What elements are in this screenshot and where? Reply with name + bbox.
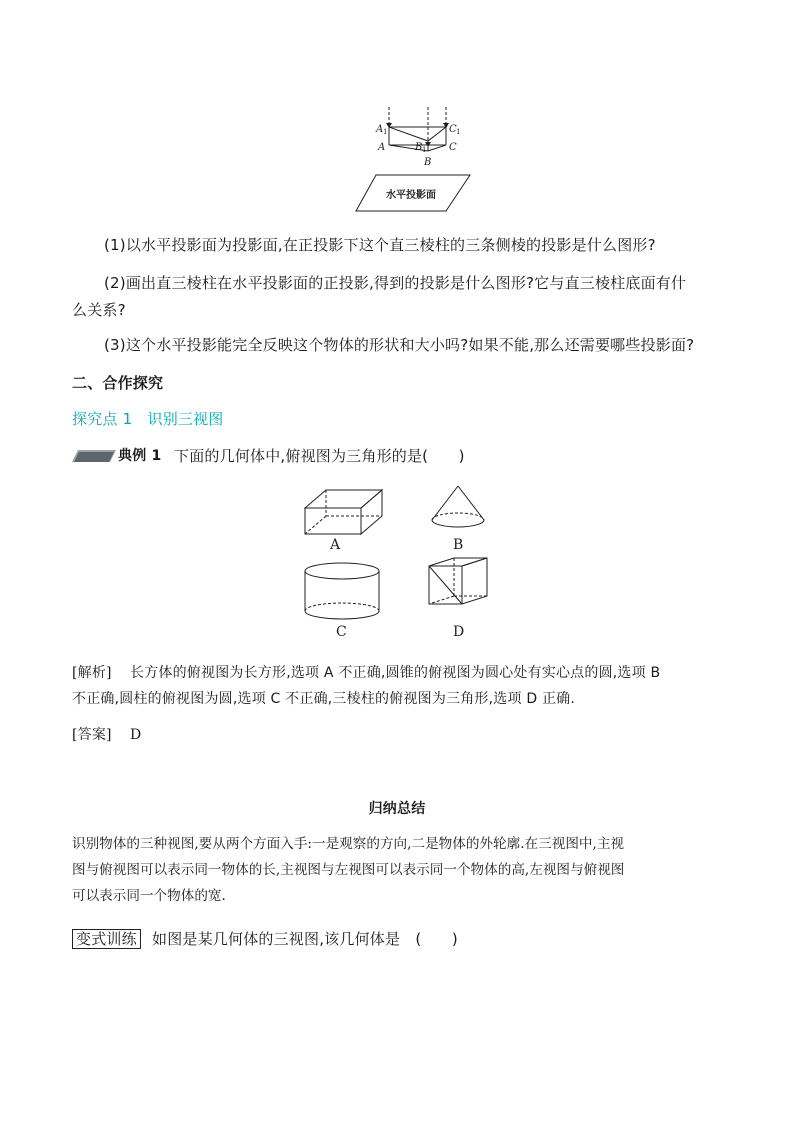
prism-projection-figure <box>350 105 480 217</box>
example-tag-marker-icon <box>72 449 116 463</box>
analysis-tag: [解析] <box>72 665 112 681</box>
label-a1: A <box>376 124 384 135</box>
label-a: A <box>378 142 386 153</box>
question-2-line-2: 么关系? <box>72 301 126 319</box>
label-c1: C <box>449 124 457 135</box>
solid-label-d: D <box>453 624 465 640</box>
variant-tag-label: 变式训练 <box>72 929 141 949</box>
label-c1-sub: 1 <box>456 128 461 136</box>
section-title: 二、合作探究 <box>72 374 164 392</box>
label-b: B <box>424 157 432 168</box>
analysis-line-2: 不正确,圆柱的俯视图为圆,选项 C 不正确,三棱柱的俯视图为三角形,选项 D 正确. <box>72 691 576 707</box>
question-2-line-1: (2)画出直三棱柱在水平投影面的正投影,得到的投影是什么图形?它与直三棱柱底面有什 <box>104 274 687 292</box>
label-c: C <box>449 142 457 153</box>
example-question: 下面的几何体中,俯视图为三角形的是( ) <box>174 447 465 465</box>
label-b1: B <box>415 142 423 153</box>
summary-line-3: 可以表示同一个物体的宽. <box>72 888 226 904</box>
solid-label-b: B <box>453 537 464 553</box>
solids-figure <box>295 482 505 647</box>
summary-line-2: 图与俯视图可以表示同一物体的长,主视图与左视图可以表示同一个物体的高,左视图与俯视图 <box>72 862 625 878</box>
plane-label: 水平投影面 <box>386 190 436 201</box>
question-3: (3)这个水平投影能完全反映这个物体的形状和大小吗?如果不能,那么还需要哪些投影面? <box>104 336 695 354</box>
answer-value: D <box>130 727 142 743</box>
explore-title: 探究点 1 识别三视图 <box>72 410 224 428</box>
summary-title: 归纳总结 <box>368 801 426 817</box>
summary-line-1: 识别物体的三种视图,要从两个方面入手:一是观察的方向,二是物体的外轮廓.在三视图中,主视 <box>72 836 625 852</box>
question-1: (1)以水平投影面为投影面,在正投影下这个直三棱柱的三条侧棱的投影是什么图形? <box>104 236 656 254</box>
answer-tag: [答案] <box>72 727 112 743</box>
label-b1-sub: 1 <box>422 146 427 154</box>
example-tag: 典例 1 <box>118 448 162 464</box>
solid-label-a: A <box>330 537 341 553</box>
label-a1-sub: 1 <box>383 128 388 136</box>
analysis-line-1: 长方体的俯视图为长方形,选项 A 不正确,圆锥的俯视图为圆心处有实心点的圆,选项 B <box>130 665 661 681</box>
variant-tag <box>72 928 141 950</box>
solid-label-c: C <box>336 624 347 640</box>
variant-question: 如图是某几何体的三视图,该几何体是 ( ) <box>152 930 458 948</box>
